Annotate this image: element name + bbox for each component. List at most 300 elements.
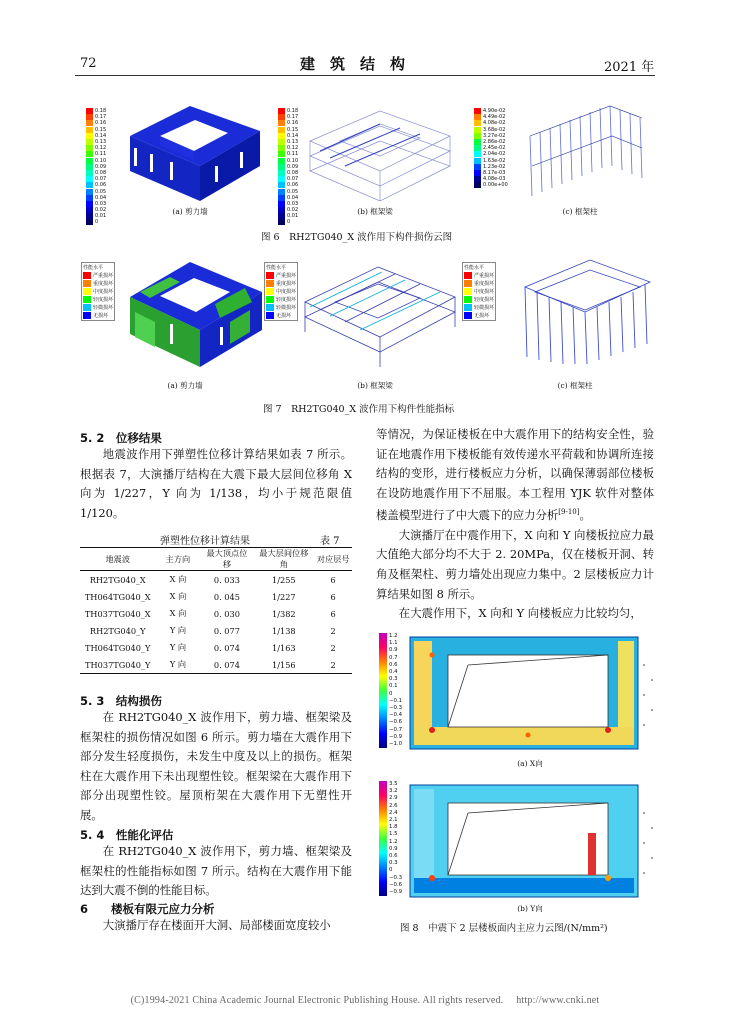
legend-swatch bbox=[474, 139, 481, 145]
legend-label: 8.17e-03 bbox=[483, 169, 506, 176]
legend-label: 0.01 bbox=[95, 213, 107, 220]
legend-label: 0.18 bbox=[95, 108, 107, 115]
legend-label: 0.18 bbox=[287, 108, 299, 115]
table-cell: 6 bbox=[330, 574, 336, 585]
legend-entry bbox=[86, 158, 106, 164]
table-cell: X 向 bbox=[169, 574, 187, 584]
legend-label: 0.04 bbox=[95, 194, 107, 201]
performance-level bbox=[83, 287, 113, 295]
legend-swatch bbox=[474, 176, 481, 182]
table7-label: 表 7 bbox=[320, 536, 340, 547]
legend-entry bbox=[278, 108, 298, 114]
performance-label: 中度损坏 bbox=[474, 288, 495, 295]
legend-swatch bbox=[86, 158, 93, 164]
legend-entry bbox=[278, 201, 298, 207]
table-cell: 0. 045 bbox=[213, 591, 240, 602]
scale-label: 0.9 bbox=[389, 647, 398, 654]
legend-label: 0.10 bbox=[95, 157, 107, 164]
performance-swatch bbox=[266, 304, 274, 311]
fig7b-label: (b) 框架梁 bbox=[357, 381, 393, 390]
legend-swatch bbox=[474, 114, 481, 120]
legend-swatch bbox=[278, 164, 285, 170]
legend-swatch bbox=[86, 207, 93, 213]
fig7c-column-performance bbox=[515, 252, 655, 372]
table-row bbox=[80, 639, 352, 656]
legend-entry bbox=[86, 207, 106, 213]
scale-label: 1.2 bbox=[389, 838, 398, 845]
scale-label: −0.3 bbox=[389, 705, 403, 712]
legend-swatch bbox=[278, 145, 285, 151]
performance-swatch bbox=[464, 272, 472, 279]
table7 bbox=[80, 547, 352, 674]
legend-swatch bbox=[474, 170, 481, 176]
legend-swatch bbox=[474, 164, 481, 170]
performance-swatch bbox=[83, 288, 91, 295]
legend-entry bbox=[86, 145, 106, 151]
scale-label: −0.3 bbox=[389, 874, 403, 881]
legend-entry bbox=[474, 108, 508, 114]
table-cell: 0. 077 bbox=[213, 625, 240, 636]
legend-label: 3.27e-02 bbox=[483, 132, 506, 139]
legend-label: 0.16 bbox=[287, 120, 299, 127]
citation-ref: [9-10] bbox=[558, 508, 580, 517]
legend-swatch bbox=[278, 158, 285, 164]
fig8a-label: (a) X向 bbox=[517, 759, 543, 768]
legend-label: 2.86e-02 bbox=[483, 139, 506, 146]
performance-label: 严重损坏 bbox=[474, 272, 495, 279]
fig6c-column-damage bbox=[520, 96, 650, 206]
performance-label: 轻度损坏 bbox=[93, 296, 114, 303]
fig6a-legend bbox=[86, 108, 106, 226]
legend-label: 0 bbox=[95, 219, 99, 226]
table-cell: 1/227 bbox=[272, 591, 296, 602]
performance-swatch bbox=[464, 280, 472, 287]
scale-label: 0 bbox=[389, 690, 393, 697]
legend-label: 0.12 bbox=[95, 145, 107, 152]
legend-label: 0.08 bbox=[95, 169, 107, 176]
legend-entry bbox=[86, 213, 106, 219]
legend-label: 0.07 bbox=[287, 176, 299, 183]
section-5-2-title: 5. 2 位移结果 bbox=[80, 431, 162, 445]
performance-label: 轻度损坏 bbox=[474, 296, 495, 303]
fig7c-legend bbox=[462, 262, 496, 321]
legend-swatch bbox=[278, 219, 285, 225]
performance-level bbox=[83, 279, 113, 287]
legend-entry bbox=[86, 120, 106, 126]
journal-year: 2021 年 bbox=[604, 60, 655, 75]
header-rule bbox=[75, 75, 655, 76]
legend-entry bbox=[86, 170, 106, 176]
table-cell: 6 bbox=[330, 608, 336, 619]
performance-swatch bbox=[266, 280, 274, 287]
fig8b-label: (b) Y向 bbox=[517, 904, 543, 913]
table-cell: TH037TG040_X bbox=[84, 608, 151, 619]
legend-entry bbox=[278, 114, 298, 120]
performance-level bbox=[464, 303, 494, 311]
scale-label: 0.3 bbox=[389, 676, 398, 683]
performance-level bbox=[266, 287, 296, 295]
fig6c-legend bbox=[474, 108, 508, 188]
performance-swatch bbox=[83, 280, 91, 287]
section-5-2-text: 地震波作用下弹塑性位移计算结果如表 7 所示。根据表 7，大演播厅结构在大震下最大层间位移角 X 向为 1/227，Y 向为 1/138，均小于规范限值 1/120。 bbox=[80, 447, 352, 520]
scale-label: 2.9 bbox=[389, 795, 398, 802]
legend-entry bbox=[86, 133, 106, 139]
legend-entry bbox=[86, 151, 106, 157]
legend-swatch bbox=[474, 151, 481, 157]
table-cell: 0. 030 bbox=[213, 608, 240, 619]
legend-entry bbox=[474, 145, 508, 151]
legend-label: 0.13 bbox=[287, 139, 299, 146]
legend-swatch bbox=[474, 127, 481, 133]
legend-entry bbox=[474, 170, 508, 176]
table-cell: Y 向 bbox=[169, 642, 187, 652]
scale-label: 0.9 bbox=[389, 845, 398, 852]
legend-entry bbox=[86, 114, 106, 120]
legend-swatch bbox=[86, 120, 93, 126]
table-cell: 1/255 bbox=[272, 574, 296, 585]
table-row bbox=[80, 656, 352, 674]
legend-entry bbox=[86, 219, 106, 225]
legend-swatch bbox=[474, 145, 481, 151]
scale-label: 2.4 bbox=[389, 809, 398, 816]
performance-swatch bbox=[266, 296, 274, 303]
legend-entry bbox=[278, 151, 298, 157]
table-row bbox=[80, 622, 352, 639]
performance-swatch bbox=[464, 296, 472, 303]
scale-label: 3.5 bbox=[389, 781, 398, 787]
performance-label: 重度损坏 bbox=[474, 280, 495, 287]
legend-swatch bbox=[278, 176, 285, 182]
table-cell: 1/156 bbox=[253, 656, 314, 674]
performance-swatch bbox=[464, 288, 472, 295]
legend-entry bbox=[278, 182, 298, 188]
fig7a-label: (a) 剪力墙 bbox=[167, 381, 203, 390]
legend-swatch bbox=[86, 182, 93, 188]
legend-entry bbox=[86, 139, 106, 145]
scale-label: 0.4 bbox=[389, 669, 398, 676]
legend-swatch bbox=[86, 151, 93, 157]
legend-entry bbox=[278, 127, 298, 133]
legend-entry bbox=[86, 164, 106, 170]
scale-label: 0.3 bbox=[389, 860, 398, 867]
right-column-text bbox=[376, 425, 654, 624]
legend-swatch bbox=[86, 201, 93, 207]
legend-label: 0.15 bbox=[287, 126, 299, 133]
scale-label: −1.0 bbox=[389, 741, 403, 748]
legend-entry bbox=[278, 170, 298, 176]
section-6-title: 6 楼板有限元应力分析 bbox=[80, 902, 215, 916]
scale-label: −0.6 bbox=[389, 719, 403, 726]
scale-label: 2.6 bbox=[389, 802, 398, 809]
legend-label: 0.04 bbox=[287, 194, 299, 201]
performance-level bbox=[464, 271, 494, 279]
legend-swatch bbox=[278, 114, 285, 120]
right-para-3: 在大震作用下，X 向和 Y 向楼板应力比较均匀， bbox=[398, 606, 642, 621]
legend-label: 0.06 bbox=[95, 182, 107, 189]
performance-swatch bbox=[464, 304, 472, 311]
fig7a-legend bbox=[81, 262, 115, 321]
legend-label: 0.03 bbox=[95, 200, 107, 207]
legend-swatch bbox=[86, 145, 93, 151]
legend-label: 0 bbox=[287, 219, 291, 226]
performance-swatch bbox=[83, 272, 91, 279]
performance-label: 重度损坏 bbox=[276, 280, 297, 287]
performance-label: 轻微损坏 bbox=[93, 304, 114, 311]
table-cell: 0. 074 bbox=[200, 656, 253, 674]
scale-label: −0.7 bbox=[389, 726, 403, 733]
performance-label: 中度损坏 bbox=[93, 288, 114, 295]
legend-entry bbox=[278, 219, 298, 225]
legend-swatch bbox=[86, 195, 93, 201]
scale-label: 1.1 bbox=[389, 640, 398, 647]
performance-level bbox=[83, 295, 113, 303]
table7-header: 对应层号 bbox=[314, 548, 352, 571]
legend-label: 0.00e+00 bbox=[483, 182, 508, 189]
scale-label: 0.6 bbox=[389, 661, 398, 668]
performance-level bbox=[83, 271, 113, 279]
performance-swatch bbox=[83, 304, 91, 311]
legend-swatch bbox=[278, 170, 285, 176]
table-row bbox=[80, 588, 352, 605]
legend-label: 2.04e-02 bbox=[483, 151, 506, 158]
legend-label: 3.68e-02 bbox=[483, 126, 506, 133]
legend-label: 0.11 bbox=[287, 151, 299, 158]
fig7a-legend-title: 性能水平 bbox=[83, 265, 104, 271]
legend-swatch bbox=[86, 164, 93, 170]
scale-label: 0.1 bbox=[389, 683, 398, 690]
fig6c-label: (c) 框架柱 bbox=[562, 207, 598, 216]
scale-label: 1.2 bbox=[389, 633, 398, 639]
fig8b-scale bbox=[389, 781, 402, 896]
table-cell: TH064TG040_Y bbox=[85, 642, 151, 653]
performance-level bbox=[83, 303, 113, 311]
section-5-4-text: 在 RH2TG040_X 波作用下，剪力墙、框架梁及框架柱的性能指标如图 7 所示。结构在大震作用下能达到大震不倒的性能目标。 bbox=[80, 844, 352, 898]
section-5-3-text: 在 RH2TG040_X 波作用下，剪力墙、框架梁及框架柱的损伤情况如图 6 所示。剪力墙在大震作用下部分发生轻度损伤，未发生中度及以上的损伤。框架柱在大震作用下未出现塑性铰。框架梁在大震作用下部分出现塑性铰。屋顶桁架在大震作用下无塑性开展。 bbox=[80, 710, 352, 822]
legend-entry bbox=[86, 201, 106, 207]
legend-entry bbox=[278, 133, 298, 139]
legend-label: 0.05 bbox=[287, 188, 299, 195]
legend-swatch bbox=[86, 219, 93, 225]
legend-label: 0.07 bbox=[95, 176, 107, 183]
legend-label: 0.17 bbox=[95, 114, 107, 121]
legend-entry bbox=[474, 114, 508, 120]
table-row bbox=[80, 605, 352, 622]
performance-level bbox=[464, 279, 494, 287]
legend-swatch bbox=[86, 170, 93, 176]
legend-entry bbox=[86, 182, 106, 188]
fig6a-shear-wall-damage bbox=[120, 96, 270, 206]
legend-swatch bbox=[86, 108, 93, 114]
scale-label: −0.9 bbox=[389, 889, 403, 896]
performance-label: 中度损坏 bbox=[276, 288, 297, 295]
legend-label: 0.01 bbox=[287, 213, 299, 220]
table-cell: 2 bbox=[314, 656, 352, 674]
fig6b-beam-damage bbox=[305, 96, 455, 206]
table-cell: TH037TG040_Y bbox=[80, 656, 155, 674]
scale-label: 0.7 bbox=[389, 654, 398, 661]
table-cell: 6 bbox=[330, 591, 336, 602]
legend-swatch bbox=[86, 114, 93, 120]
legend-swatch bbox=[278, 207, 285, 213]
table-cell: Y 向 bbox=[155, 656, 200, 674]
scale-label: −0.4 bbox=[389, 712, 403, 719]
legend-label: 0.09 bbox=[95, 163, 107, 170]
legend-label: 0.09 bbox=[287, 163, 299, 170]
legend-swatch bbox=[86, 133, 93, 139]
legend-entry bbox=[474, 164, 508, 170]
legend-swatch bbox=[86, 213, 93, 219]
fig8-caption: 图 8 中震下 2 层楼板面内主应力云图/(N/mm²) bbox=[400, 923, 608, 934]
table-row bbox=[80, 571, 352, 589]
table-cell: 1/138 bbox=[272, 625, 296, 636]
table-cell: X 向 bbox=[169, 591, 187, 601]
performance-swatch bbox=[83, 296, 91, 303]
legend-entry bbox=[474, 182, 508, 188]
legend-entry bbox=[86, 188, 106, 194]
performance-level bbox=[464, 287, 494, 295]
fig6b-legend bbox=[278, 108, 298, 226]
legend-label: 0.03 bbox=[287, 200, 299, 207]
legend-label: 0.05 bbox=[95, 188, 107, 195]
legend-entry bbox=[278, 195, 298, 201]
legend-swatch bbox=[86, 176, 93, 182]
performance-label: 严重损坏 bbox=[276, 272, 297, 279]
journal-title: 建 筑 结 构 bbox=[300, 55, 406, 73]
fig8b-slab-stress-y bbox=[408, 783, 656, 901]
legend-swatch bbox=[278, 201, 285, 207]
performance-swatch bbox=[266, 272, 274, 279]
legend-entry bbox=[278, 164, 298, 170]
scale-label: 3.2 bbox=[389, 788, 398, 795]
legend-label: 0.13 bbox=[95, 139, 107, 146]
copyright-footer: (C)1994-2021 China Academic Journal Electronic Publishing House. All rights reserved. http://www.cnki.net bbox=[130, 995, 600, 1006]
performance-level bbox=[464, 311, 494, 319]
table-cell: TH064TG040_X bbox=[84, 591, 151, 602]
scale-label: 1.5 bbox=[389, 831, 398, 838]
legend-swatch bbox=[278, 127, 285, 133]
right-para-2: 大演播厅在中震作用下，X 向和 Y 向楼板拉应力最大值绝大部分均不大于 2. 20MPa，仅在楼板开洞、转角及框架柱、剪力墙处出现应力集中。2 层楼板应力计算结果如图 8 所示。 bbox=[376, 527, 654, 601]
legend-entry bbox=[474, 158, 508, 164]
performance-swatch bbox=[83, 312, 91, 319]
legend-entry bbox=[278, 158, 298, 164]
fig6b-label: (b) 框架梁 bbox=[357, 207, 393, 216]
legend-entry bbox=[278, 176, 298, 182]
legend-entry bbox=[278, 207, 298, 213]
performance-label: 严重损坏 bbox=[93, 272, 114, 279]
legend-label: 4.90e-02 bbox=[483, 108, 506, 115]
legend-label: 0.10 bbox=[287, 157, 299, 164]
legend-swatch bbox=[278, 189, 285, 195]
fig8a-slab-stress-x bbox=[408, 635, 656, 753]
legend-label: 0.14 bbox=[287, 132, 299, 139]
performance-label: 轻度损坏 bbox=[276, 296, 297, 303]
legend-swatch bbox=[278, 139, 285, 145]
performance-label: 轻微损坏 bbox=[474, 304, 495, 311]
fig7c-label: (c) 框架柱 bbox=[557, 381, 593, 390]
legend-label: 0.08 bbox=[287, 169, 299, 176]
table-cell: RH2TG040_Y bbox=[89, 625, 146, 636]
scale-label: −0.1 bbox=[389, 697, 403, 704]
legend-label: 0.02 bbox=[287, 207, 299, 214]
legend-label: 0.11 bbox=[95, 151, 107, 158]
legend-entry bbox=[278, 139, 298, 145]
table7-header: 主方向 bbox=[155, 548, 200, 571]
legend-label: 4.49e-02 bbox=[483, 114, 506, 121]
legend-entry bbox=[474, 139, 508, 145]
legend-entry bbox=[278, 120, 298, 126]
fig7c-legend-title: 性能水平 bbox=[464, 265, 485, 271]
legend-label: 0.17 bbox=[287, 114, 299, 121]
legend-entry bbox=[86, 127, 106, 133]
legend-swatch bbox=[474, 108, 481, 114]
fig7-caption: 图 7 RH2TG040_X 波作用下构件性能指标 bbox=[263, 404, 455, 415]
performance-level bbox=[266, 303, 296, 311]
fig7a-shear-wall-performance bbox=[120, 252, 270, 372]
table-cell: 1/163 bbox=[272, 642, 296, 653]
table7-header: 地震波 bbox=[80, 548, 155, 571]
performance-level bbox=[464, 295, 494, 303]
fig8b-colorbar bbox=[379, 781, 387, 896]
legend-entry bbox=[86, 176, 106, 182]
legend-swatch bbox=[278, 108, 285, 114]
legend-entry bbox=[278, 145, 298, 151]
table-cell: 1/382 bbox=[272, 608, 296, 619]
section-5-3-title: 5. 3 结构损伤 bbox=[80, 694, 162, 708]
scale-label: −0.9 bbox=[389, 733, 403, 740]
legend-swatch bbox=[278, 195, 285, 201]
legend-swatch bbox=[474, 133, 481, 139]
legend-entry bbox=[474, 133, 508, 139]
legend-label: 2.45e-02 bbox=[483, 145, 506, 152]
scale-label: 2.1 bbox=[389, 817, 398, 824]
legend-swatch bbox=[474, 158, 481, 164]
legend-swatch bbox=[474, 120, 481, 126]
legend-swatch bbox=[278, 151, 285, 157]
legend-label: 0.16 bbox=[95, 120, 107, 127]
scale-label: 0 bbox=[389, 867, 393, 874]
table-cell: RH2TG040_X bbox=[89, 574, 146, 585]
table-cell: X 向 bbox=[169, 608, 187, 618]
performance-label: 重度损坏 bbox=[93, 280, 114, 287]
table7-title: 弹塑性位移计算结果 bbox=[160, 536, 250, 547]
fig7b-beam-performance bbox=[300, 252, 460, 372]
legend-label: 0.06 bbox=[287, 182, 299, 189]
performance-label: 无损坏 bbox=[474, 312, 490, 319]
legend-entry bbox=[474, 127, 508, 133]
performance-label: 无损坏 bbox=[93, 312, 109, 319]
scale-label: −0.6 bbox=[389, 881, 403, 888]
fig7b-legend bbox=[264, 262, 298, 321]
table-cell: 2 bbox=[330, 625, 336, 636]
legend-label: 0.15 bbox=[95, 126, 107, 133]
performance-swatch bbox=[266, 288, 274, 295]
performance-label: 轻微损坏 bbox=[276, 304, 297, 311]
fig7b-legend-title: 性能水平 bbox=[266, 265, 287, 271]
legend-label: 0.02 bbox=[95, 207, 107, 214]
legend-entry bbox=[86, 108, 106, 114]
legend-entry bbox=[474, 176, 508, 182]
table-cell: 2 bbox=[330, 642, 336, 653]
scale-label: 1.8 bbox=[389, 824, 398, 831]
legend-label: 4.08e-03 bbox=[483, 176, 506, 183]
table7-header: 最大层间位移角 bbox=[253, 548, 314, 571]
section-6-text: 大演播厅存在楼面开大洞、局部楼面宽度较小 bbox=[102, 918, 331, 932]
performance-level bbox=[266, 271, 296, 279]
legend-swatch bbox=[278, 213, 285, 219]
performance-level bbox=[266, 311, 296, 319]
fig8a-colorbar bbox=[379, 633, 387, 748]
legend-entry bbox=[474, 120, 508, 126]
